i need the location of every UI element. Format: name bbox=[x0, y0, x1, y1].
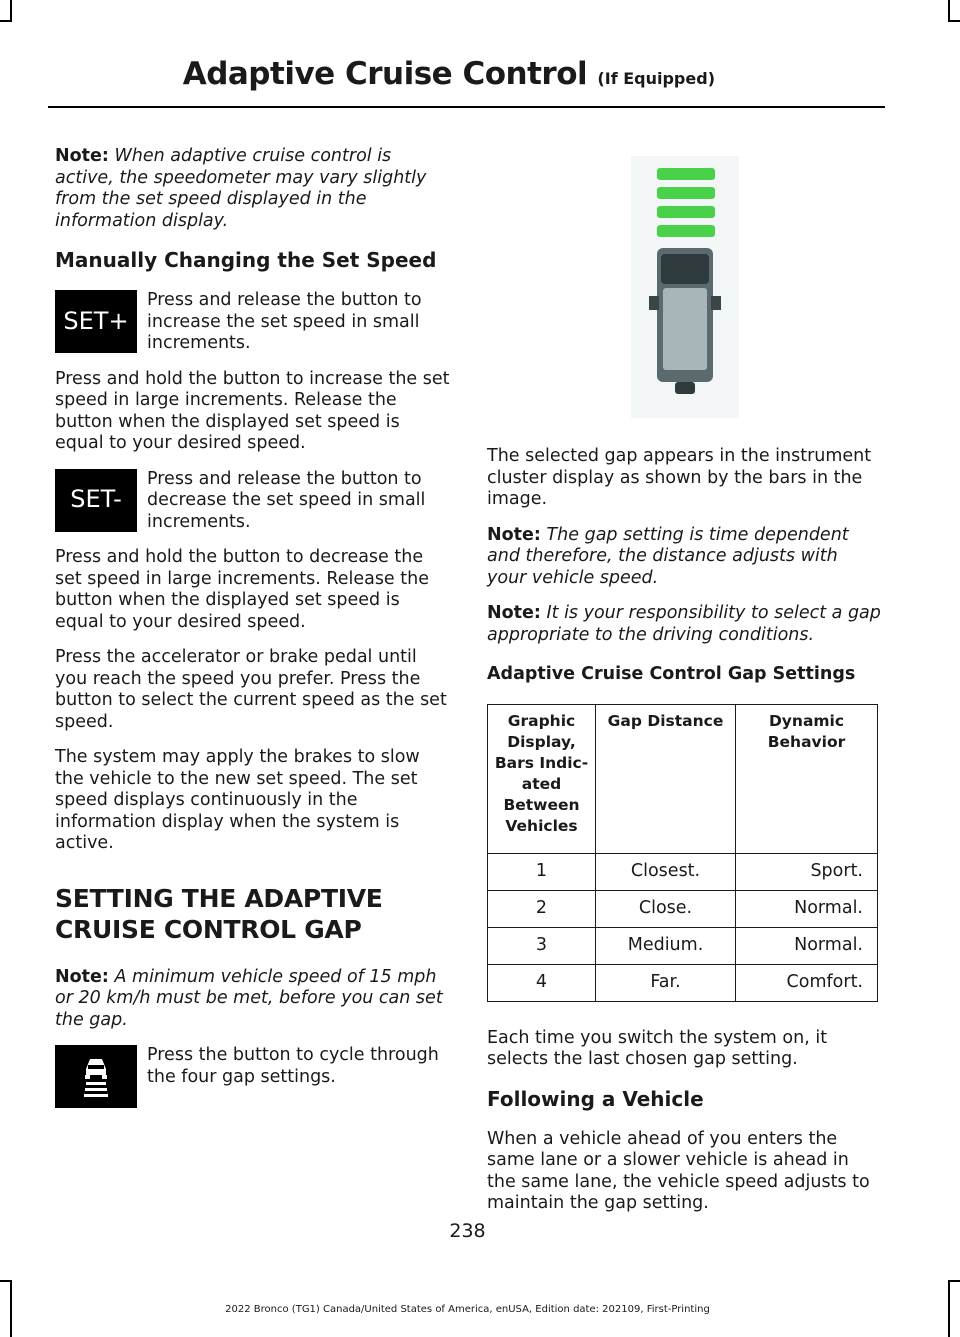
set-minus-description: Press and release the button to decrease the set speed in small increments. bbox=[147, 468, 426, 532]
note-label: Note: bbox=[487, 524, 541, 545]
crop-mark bbox=[948, 20, 960, 22]
table-header-cell: Gap Distance bbox=[596, 704, 736, 853]
crop-mark bbox=[0, 1280, 12, 1282]
table-cell: Close. bbox=[596, 890, 736, 927]
table-cell: 2 bbox=[488, 890, 596, 927]
table-cell: Comfort. bbox=[736, 964, 878, 1001]
note-text: The gap setting is time dependent and therefore, the distance adjusts with your vehicle speed. bbox=[487, 524, 849, 588]
table-header-row bbox=[488, 704, 878, 853]
para-hold-increase: Press and hold the button to increase the set speed in large increments. Release the button when the displayed set speed is equal to your desired speed. bbox=[55, 368, 450, 453]
note-speedometer bbox=[55, 146, 450, 232]
page-number: 238 bbox=[449, 1220, 486, 1242]
note-label: Note: bbox=[55, 966, 109, 987]
table-row bbox=[488, 927, 878, 964]
note-label: Note: bbox=[55, 146, 109, 166]
table-header-cell: Dynamic Behavior bbox=[736, 704, 878, 853]
gap-settings-table bbox=[487, 704, 878, 1002]
crop-mark bbox=[948, 0, 950, 22]
edition-line: 2022 Bronco (TG1) Canada/United States of America, enUSA, Edition date: 202109, First-Printing bbox=[225, 1304, 710, 1315]
gap-button-description: Press the button to cycle through the four gap settings. bbox=[147, 1045, 439, 1087]
note-responsibility bbox=[487, 603, 882, 646]
vehicle-top-view-icon bbox=[631, 156, 739, 418]
heading-manual-set-speed: Manually Changing the Set Speed bbox=[55, 248, 437, 272]
table-cell: Sport. bbox=[736, 853, 878, 890]
right-column bbox=[487, 146, 882, 1229]
set-minus-icon: SET- bbox=[55, 469, 137, 532]
crop-mark bbox=[948, 1280, 950, 1337]
crop-mark bbox=[948, 1280, 960, 1282]
note-minimum-speed bbox=[55, 967, 450, 1032]
para-switch-on: Each time you switch the system on, it selects the last chosen gap setting. bbox=[487, 1027, 828, 1069]
set-plus-row bbox=[55, 290, 450, 355]
page-header-title bbox=[183, 56, 715, 92]
gap-button-row bbox=[55, 1045, 450, 1108]
note-text: It is your responsibility to select a gap appropriate to the driving conditions. bbox=[487, 603, 881, 645]
section-heading-line: CRUISE CONTROL GAP bbox=[55, 914, 362, 944]
header-title-text: Adaptive Cruise Control bbox=[182, 56, 588, 92]
crop-mark bbox=[10, 0, 12, 22]
para-following: When a vehicle ahead of you enters the same lane or a slower vehicle is ahead in the same lane, the vehicle speed adjusts to maintain the gap setting. bbox=[487, 1128, 870, 1213]
set-minus-row bbox=[55, 469, 450, 534]
table-row bbox=[488, 890, 878, 927]
table-cell: 3 bbox=[488, 927, 596, 964]
table-cell: 4 bbox=[488, 964, 596, 1001]
set-plus-icon: SET+ bbox=[55, 290, 137, 353]
gap-distance-icon-svg bbox=[76, 1055, 116, 1099]
note-text: A minimum vehicle speed of 15 mph or 20 km/h must be met, before you can set the gap. bbox=[55, 966, 443, 1030]
table-cell: Medium. bbox=[596, 927, 736, 964]
table-cell: 1 bbox=[488, 853, 596, 890]
header-title-suffix: (If Equipped) bbox=[597, 69, 715, 88]
set-plus-description: Press and release the button to increase the set speed in small increments. bbox=[147, 290, 422, 353]
table-header-cell: Graphic Display, Bars Indic- ated Between Vehicles bbox=[488, 704, 596, 853]
left-column bbox=[55, 146, 450, 1122]
table-row bbox=[488, 964, 878, 1001]
note-time-dependent bbox=[487, 525, 882, 590]
section-heading-line: SETTING THE ADAPTIVE bbox=[55, 883, 383, 913]
note-text: When adaptive cruise control is active, the speedometer may vary slightly from the set speed displayed in the information display. bbox=[55, 146, 427, 231]
table-cell: Closest. bbox=[596, 853, 736, 890]
table-cell: Normal. bbox=[736, 927, 878, 964]
para-selected-gap: The selected gap appears in the instrument cluster display as shown by the bars in the image. bbox=[487, 446, 872, 509]
note-label: Note: bbox=[487, 603, 541, 623]
header-rule bbox=[48, 106, 885, 108]
table-row bbox=[488, 853, 878, 890]
para-hold-decrease: Press and hold the button to decrease the set speed in large increments. Release the button when the displayed set speed is equal to your desired speed. bbox=[55, 547, 429, 632]
heading-following-vehicle: Following a Vehicle bbox=[487, 1086, 704, 1111]
para-pedal: Press the accelerator or brake pedal until you reach the speed you prefer. Press the button to select the current speed as the set speed. bbox=[55, 647, 447, 732]
section-heading-gap bbox=[55, 883, 450, 945]
para-brakes: The system may apply the brakes to slow the vehicle to the new set speed. The set speed displays continuously in the information display when the system is active. bbox=[55, 747, 420, 853]
gap-distance-icon bbox=[55, 1045, 137, 1108]
crop-mark bbox=[0, 20, 12, 22]
table-title: Adaptive Cruise Control Gap Settings bbox=[487, 664, 856, 684]
table-cell: Normal. bbox=[736, 890, 878, 927]
table-cell: Far. bbox=[596, 964, 736, 1001]
gap-display-illustration bbox=[631, 156, 739, 418]
